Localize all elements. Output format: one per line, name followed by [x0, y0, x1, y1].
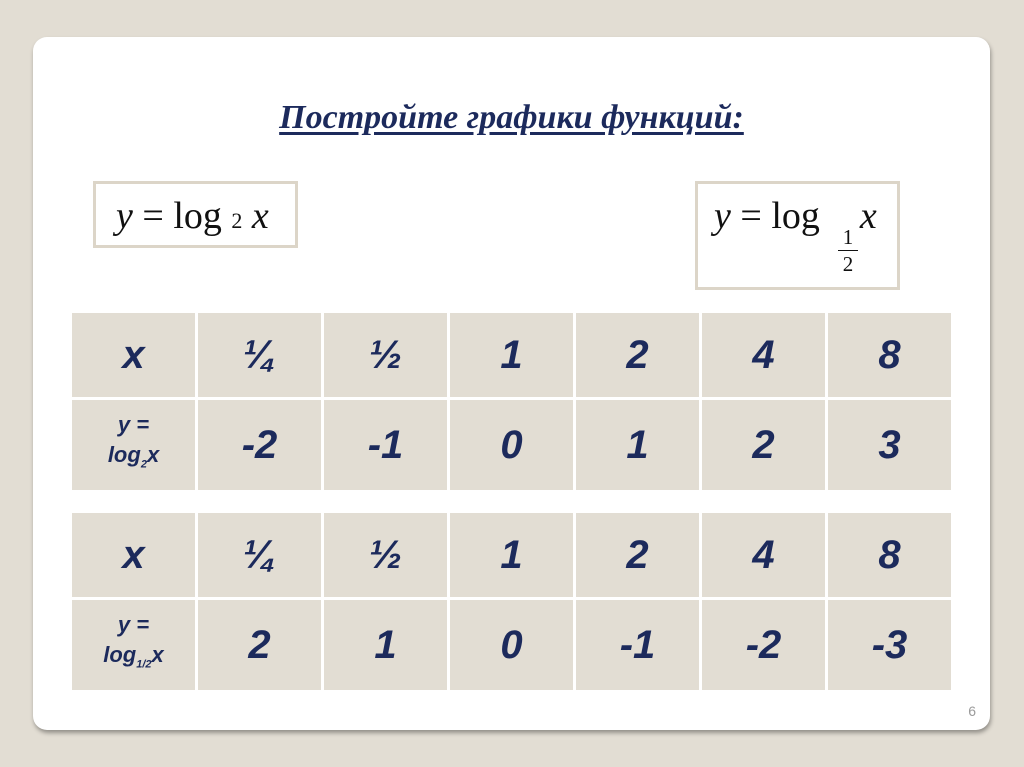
table-cell: -2 [701, 599, 827, 692]
formula-x: x [859, 195, 877, 237]
table-row-x [71, 312, 953, 399]
table-cell: 2 [701, 399, 827, 492]
label-x: x [146, 442, 160, 468]
table-cell: ½ [323, 512, 449, 599]
row-label-y [71, 599, 197, 692]
label-base: 1/2 [136, 658, 152, 671]
fraction-denominator: 2 [842, 252, 854, 276]
label-x: x [151, 642, 164, 668]
label-y-eq: y = [117, 612, 150, 638]
table-row-y [71, 399, 953, 492]
formula-log2 [93, 181, 298, 248]
table-cell: 3 [827, 399, 953, 492]
table-cell: -1 [575, 599, 701, 692]
table-cell: ¼ [197, 312, 323, 399]
formula-equals: = [730, 195, 772, 237]
fraction-numerator: 1 [842, 225, 854, 249]
label-log: log [103, 642, 137, 668]
table-cell: 1 [449, 312, 575, 399]
row-label-x: x [71, 312, 197, 399]
table-row-x [71, 512, 953, 599]
table-cell: 0 [449, 399, 575, 492]
table-cell: 2 [575, 312, 701, 399]
table-cell: -2 [197, 399, 323, 492]
table-cell: 8 [827, 512, 953, 599]
table-cell: 2 [197, 599, 323, 692]
table-cell: 4 [701, 512, 827, 599]
fraction-bar [838, 250, 858, 251]
row-label-y [71, 399, 197, 492]
label-log: log [107, 442, 141, 468]
page-number: 6 [968, 703, 976, 719]
table-cell: 1 [323, 599, 449, 692]
table-cell: 1 [575, 399, 701, 492]
formula-equals: = [132, 195, 174, 237]
table-cell: 4 [701, 312, 827, 399]
label-y-eq: y = [117, 412, 150, 438]
formula-log-half [695, 181, 900, 290]
table-cell: 2 [575, 512, 701, 599]
formula-log: log [173, 195, 222, 237]
table-cell: -1 [323, 399, 449, 492]
values-table-log-half [69, 510, 954, 693]
formula-base-fraction [836, 226, 860, 275]
table-cell: 0 [449, 599, 575, 692]
formula-x: x [242, 195, 269, 237]
row-label-x: x [71, 512, 197, 599]
formula-y: y [116, 195, 133, 237]
table-cell: 8 [827, 312, 953, 399]
slide-title: Постройте графики функций: [279, 99, 744, 136]
label-base: 2 [140, 458, 147, 471]
formula-base: 2 [231, 208, 243, 233]
formula-log: log [771, 195, 820, 237]
table-cell: 1 [449, 512, 575, 599]
formula-y: y [714, 195, 731, 237]
table-cell: -3 [827, 599, 953, 692]
values-table-log2 [69, 310, 954, 493]
table-cell: ¼ [197, 512, 323, 599]
table-cell: ½ [323, 312, 449, 399]
table-row-y [71, 599, 953, 692]
